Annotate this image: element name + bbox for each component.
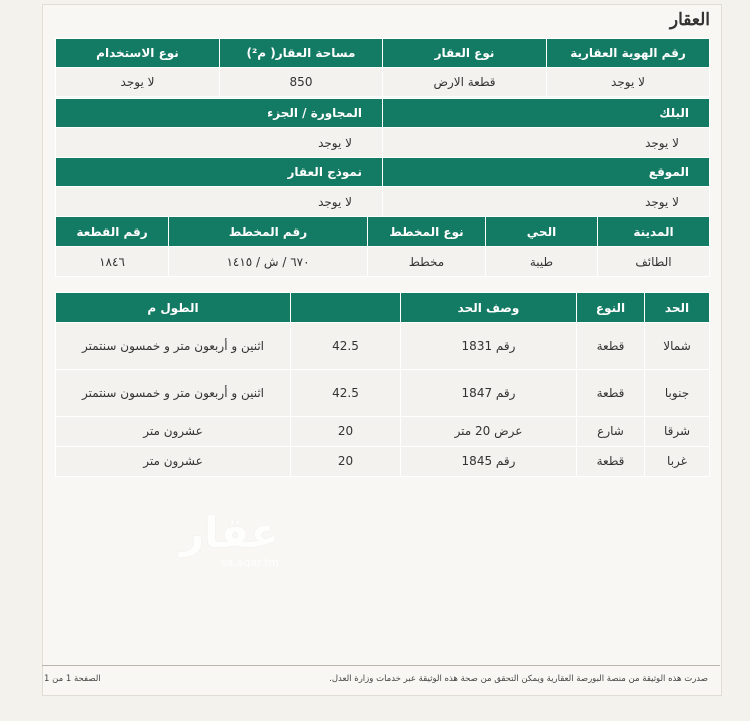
header-type: النوع: [577, 293, 645, 323]
cell-side: شمالا: [645, 323, 710, 370]
header-city: المدينة: [598, 217, 710, 247]
header-neighborhood-part: المجاورة / الجزء: [56, 99, 383, 128]
cell-description: رقم 1831: [401, 323, 577, 370]
table-header-row: [56, 293, 710, 323]
watermark-url: sa.aqar.fm: [220, 556, 279, 569]
location-table: [55, 157, 710, 217]
cell-description: رقم 1847: [401, 370, 577, 417]
value-property-area: 850: [220, 68, 383, 97]
cell-length-value: 20: [291, 417, 401, 447]
value-location: لا يوجد: [383, 187, 710, 217]
table-row: [56, 370, 710, 417]
footer-note: صدرت هذه الوثيقة من منصة البورصة العقارية ويمكن التحقق من صحة هذه الوثيقة عبر خدمات وزارة العدل.: [329, 674, 708, 684]
header-usage-type: نوع الاستخدام: [56, 39, 220, 68]
cell-length-value: 20: [291, 447, 401, 477]
cell-description: رقم 1845: [401, 447, 577, 477]
page-number: الصفحة 1 من 1: [44, 674, 101, 684]
table-row: [56, 417, 710, 447]
header-district: الحي: [486, 217, 598, 247]
header-property-model: نموذج العقار: [56, 158, 383, 187]
value-city: الطائف: [598, 247, 710, 277]
header-location: الموقع: [383, 158, 710, 187]
table-row: [56, 68, 710, 97]
value-property-type: قطعة الارض: [383, 68, 547, 97]
table-row: [56, 447, 710, 477]
table-row: [56, 187, 710, 217]
header-side: الحد: [645, 293, 710, 323]
header-property-type: نوع العقار: [383, 39, 547, 68]
watermark-logo-text: عقار: [180, 508, 279, 557]
table-header-row: [56, 99, 710, 128]
cell-length-words: اثنين و أربعون متر و خمسون سنتمتر: [56, 323, 291, 370]
table-header-row: [56, 217, 710, 247]
value-block: لا يوجد: [383, 128, 710, 158]
cell-type: قطعة: [577, 323, 645, 370]
plan-table: [55, 216, 710, 277]
table-header-row: [56, 158, 710, 187]
table-row: [56, 128, 710, 158]
cell-type: قطعة: [577, 447, 645, 477]
value-district: طيبة: [486, 247, 598, 277]
header-property-area: مساحة العقار( م²): [220, 39, 383, 68]
table-row: [56, 247, 710, 277]
cell-side: غربا: [645, 447, 710, 477]
cell-side: جنوبا: [645, 370, 710, 417]
header-length-value: [291, 293, 401, 323]
aqar-watermark: [180, 510, 279, 569]
header-length: الطول م: [56, 293, 291, 323]
header-plan-type: نوع المخطط: [368, 217, 486, 247]
cell-length-words: اثنين و أربعون متر و خمسون سنتمتر: [56, 370, 291, 417]
cell-type: قطعة: [577, 370, 645, 417]
cell-side: شرقا: [645, 417, 710, 447]
section-title: العقار: [669, 10, 710, 30]
value-property-model: لا يوجد: [56, 187, 383, 217]
property-basic-table: [55, 38, 710, 97]
header-plot-number: رقم القطعة: [56, 217, 169, 247]
header-property-id: رقم الهوية العقارية: [547, 39, 710, 68]
value-property-id: لا يوجد: [547, 68, 710, 97]
cell-type: شارع: [577, 417, 645, 447]
cell-description: عرض 20 متر: [401, 417, 577, 447]
header-plan-number: رقم المخطط: [169, 217, 368, 247]
value-neighborhood-part: لا يوجد: [56, 128, 383, 158]
value-usage-type: لا يوجد: [56, 68, 220, 97]
table-row: [56, 323, 710, 370]
block-table: [55, 98, 710, 158]
boundaries-table: [55, 292, 710, 477]
cell-length-words: عشرون متر: [56, 447, 291, 477]
value-plan-type: مخطط: [368, 247, 486, 277]
cell-length-value: 42.5: [291, 370, 401, 417]
value-plot-number: ١٨٤٦: [56, 247, 169, 277]
value-plan-number: ٦٧٠ / ش / ١٤١٥: [169, 247, 368, 277]
header-block: البلك: [383, 99, 710, 128]
header-description: وصف الحد: [401, 293, 577, 323]
cell-length-words: عشرون متر: [56, 417, 291, 447]
table-header-row: [56, 39, 710, 68]
footer-divider: [42, 665, 720, 666]
cell-length-value: 42.5: [291, 323, 401, 370]
